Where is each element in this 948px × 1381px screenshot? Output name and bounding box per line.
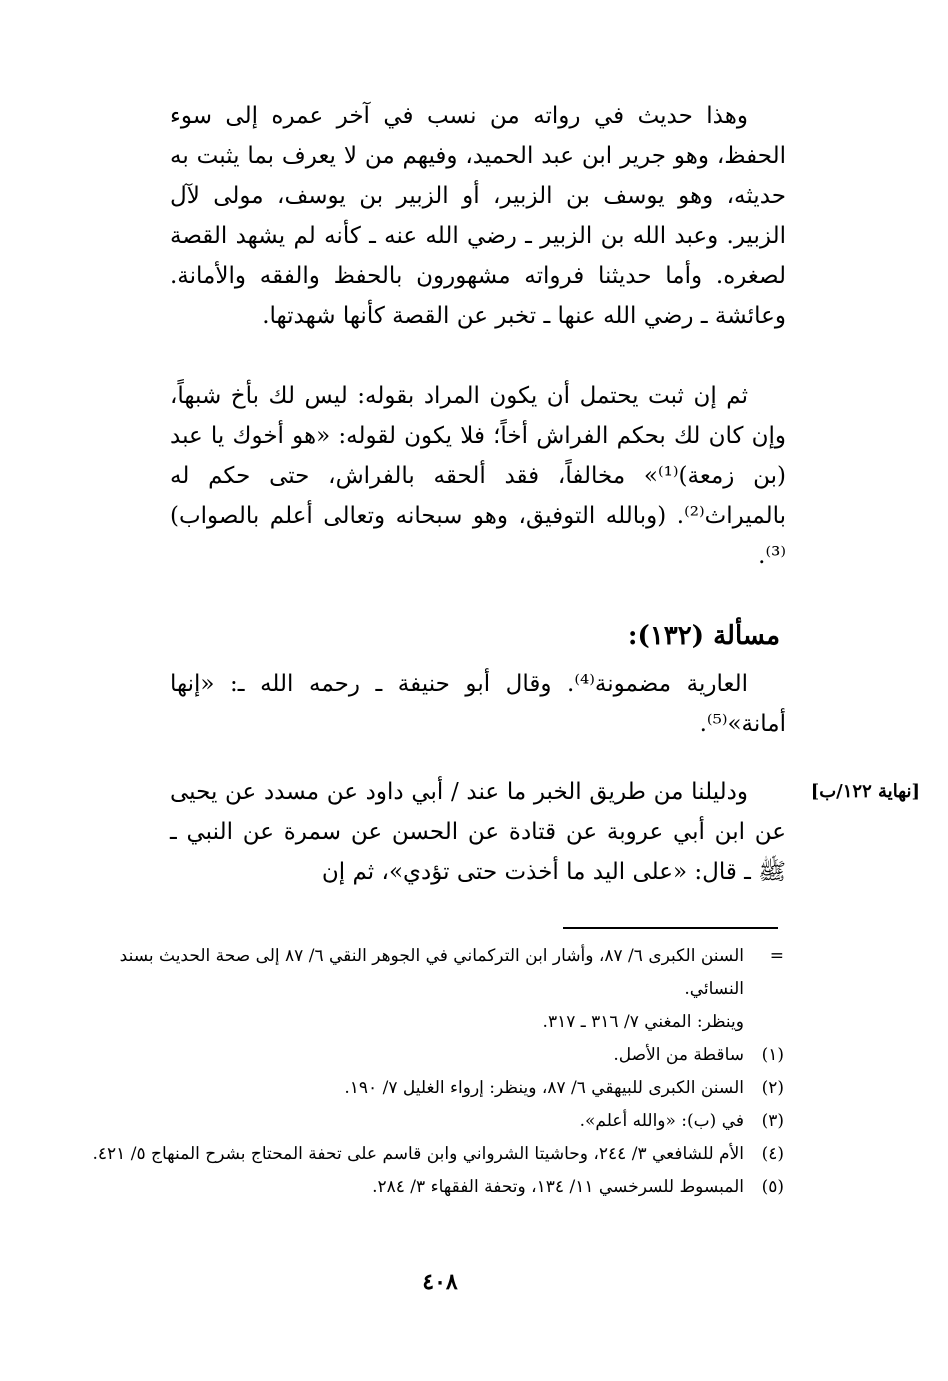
footnote-item bbox=[84, 1006, 784, 1039]
page-number: ٤٠٨ bbox=[422, 1269, 458, 1295]
footnote-text: في (ب): «والله أعلم». bbox=[579, 1111, 744, 1131]
paragraph-interpretation bbox=[170, 376, 786, 576]
footnote-text: ساقطة من الأصل. bbox=[613, 1045, 744, 1065]
footnote-number: (٣) bbox=[761, 1111, 784, 1131]
footnote-item bbox=[84, 1171, 784, 1204]
paragraph-evidence bbox=[170, 772, 786, 892]
footnote-number: (٥) bbox=[761, 1177, 784, 1197]
footnote-number: (٢) bbox=[761, 1078, 784, 1098]
footnote-text: المبسوط للسرخسي ١١/ ١٣٤، وتحفة الفقهاء ٣/ ٢٨٤. bbox=[372, 1177, 744, 1197]
paragraph-text: وهذا حديث في رواته من نسب في آخر عمره إلى سوء الحفظ، وهو جرير ابن عبد الحميد، وفيهم من لا يعرف بما يثبت به حديثه، وهو يوسف بن الزبير، أو الزبير بن يوسف، مولى لآل الزبير. وعبد الله بن الزبير ـ رضي الله عنه ـ كأنه لم يشهد القصة لصغره. وأما حديثنا فرواته مشهورون بالحفظ والفقه والأمانة. وعائشة ـ رضي الله عنها ـ تخبر عن القصة كأنها شهدتها. bbox=[170, 103, 786, 329]
footnote-number: (٤) bbox=[761, 1144, 784, 1164]
paragraph-text: ودليلنا من طريق الخبر ما عند / أبي داود عن مسدد عن يحيى عن ابن أبي عروبة عن قتادة عن الحسن عن سمرة عن النبي ـ ﷺ ـ قال: «على اليد ما أخذت حتى تؤدي»، ثم إن bbox=[170, 779, 786, 885]
footnote-number: = bbox=[769, 946, 784, 966]
footnote-text: وينظر: المغني ٧/ ٣١٦ ـ ٣١٧. bbox=[542, 1012, 744, 1032]
footnote-separator bbox=[563, 927, 778, 929]
paragraph-hadith-narrators bbox=[170, 96, 786, 336]
paragraph-ariyah bbox=[170, 664, 786, 744]
footnote-item bbox=[84, 1072, 784, 1105]
footnote-item bbox=[84, 1138, 784, 1171]
footnote-item bbox=[84, 1105, 784, 1138]
footnote-number: (١) bbox=[761, 1045, 784, 1065]
footnote-text: الأم للشافعي ٣/ ٢٤٤، وحاشيتا الشرواني وابن قاسم على تحفة المحتاج بشرح المنهاج ٥/ ٤٢١. bbox=[92, 1144, 744, 1164]
footnotes bbox=[84, 940, 784, 1204]
footnote-text: السنن الكبرى ٦/ ٨٧، وأشار ابن التركماني في الجوهر النقي ٦/ ٨٧ إلى صحة الحديث بسند النسائي. bbox=[119, 946, 744, 999]
footnote-item bbox=[84, 940, 784, 1006]
paragraph-text: ثم إن ثبت يحتمل أن يكون المراد بقوله: ليس لك بأخ شبهاً، وإن كان لك بحكم الفراش أخاً؛ فلا يكون لقوله: «هو أخوك يا عبد (بن زمعة)⁽¹⁾» مخالفاً، فقد ألحقه بالفراش، حتى حكم له بالميراث⁽²⁾. (وبالله التوفيق، وهو سبحانه وتعالى أعلم بالصواب)⁽³⁾. bbox=[170, 383, 786, 569]
section-heading: مسألة (١٣٢): bbox=[627, 621, 780, 651]
footnote-text: السنن الكبرى للبيهقي ٦/ ٨٧، وينظر: إرواء الغليل ٧/ ١٩٠. bbox=[344, 1078, 744, 1098]
footnote-item bbox=[84, 1039, 784, 1072]
paragraph-text: العارية مضمونة⁽⁴⁾. وقال أبو حنيفة ـ رحمه الله ـ: «إنها أمانة»⁽⁵⁾. bbox=[170, 671, 786, 737]
manuscript-margin-note: [نهاية ١٢٢/ب] bbox=[810, 781, 920, 802]
